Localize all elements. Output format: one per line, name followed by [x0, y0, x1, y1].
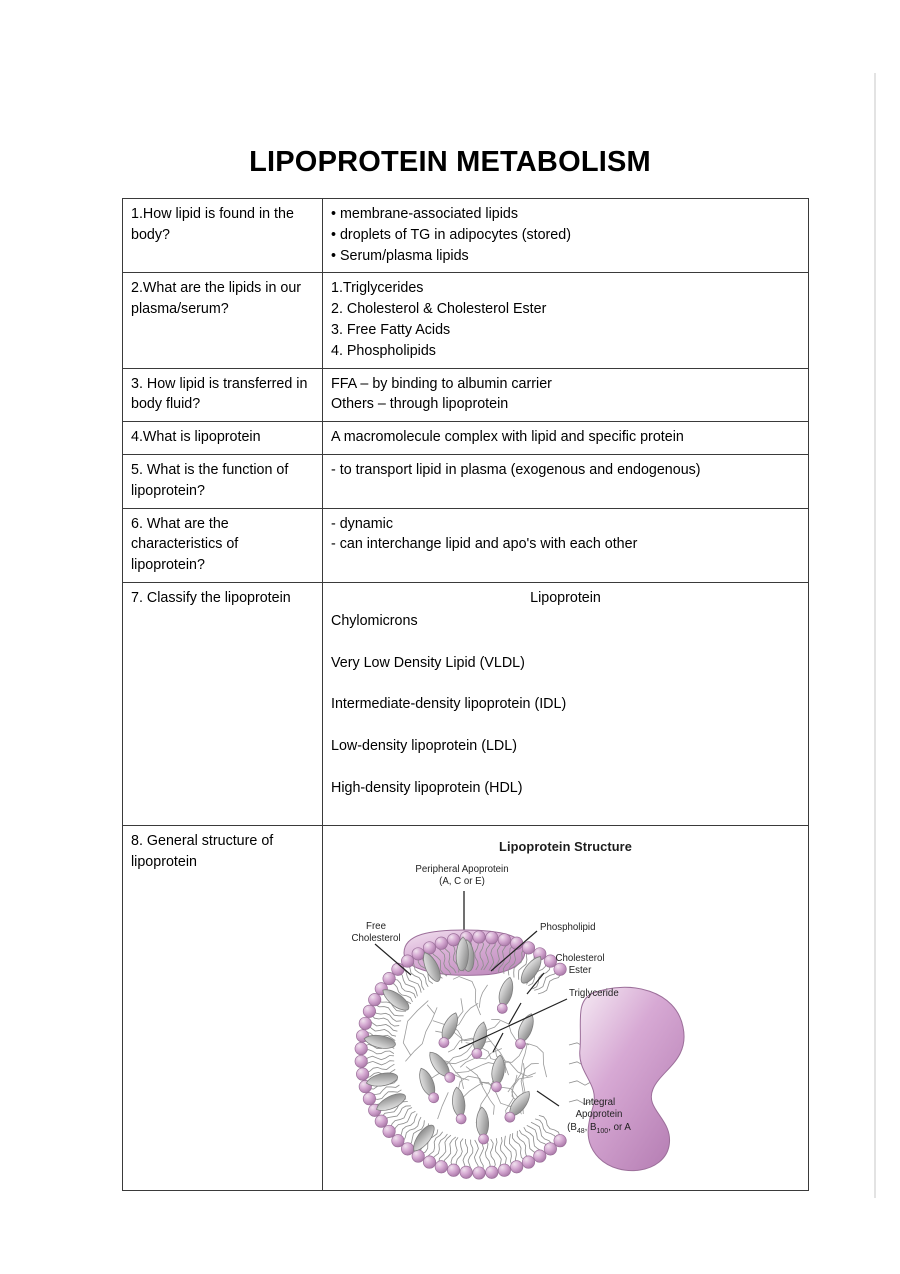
- triglyceride-chain: [427, 1005, 434, 1014]
- phospholipid-head-icon: [383, 972, 395, 984]
- cholesterol-ester-icon: [513, 1011, 536, 1050]
- lipoprotein-list-heading: Lipoprotein: [530, 589, 601, 606]
- phospholipid-tail: [480, 1140, 484, 1170]
- answer-cell: [323, 422, 809, 455]
- phospholipid-tail: [431, 1134, 447, 1160]
- phospholipid-head-icon: [375, 1115, 387, 1127]
- phospholipid-tail: [501, 1137, 507, 1167]
- cholesterol-ester-icon: [450, 1086, 468, 1125]
- phospholipid-head-icon: [412, 947, 424, 959]
- figure-label-integral-apoprotein: [561, 1097, 637, 1139]
- phospholipid-head-icon: [522, 941, 534, 953]
- lipoprotein-class-item: Chylomicrons: [331, 612, 418, 629]
- phospholipid-head-icon: [423, 941, 435, 953]
- figure-label-free-cholesterol: [339, 921, 413, 946]
- answer-line: • membrane-associated lipids: [331, 206, 518, 222]
- triglyceride-chain: [438, 1092, 449, 1119]
- phospholipid-tail: [365, 1064, 394, 1073]
- cholesterol-ester-icon: [470, 1021, 488, 1060]
- answer-cell: [323, 368, 809, 422]
- triglyceride-chain: [455, 1062, 498, 1072]
- label-line: Free: [366, 920, 386, 932]
- phospholipid-head-icon: [401, 955, 413, 967]
- phospholipid-head-icon: [486, 931, 498, 943]
- answer-line: Others – through lipoprotein: [331, 396, 509, 413]
- table-row: [123, 508, 809, 582]
- triglyceride-chain: [453, 976, 481, 1015]
- phospholipid-tail: [439, 1135, 451, 1163]
- phospholipid-head-icon: [447, 1164, 459, 1176]
- answer-line: A macromolecule complex with lipid and specific protein: [331, 429, 684, 446]
- phospholipid-head-icon: [363, 1092, 375, 1104]
- figure-label-peripheral-apoprotein: [397, 864, 527, 889]
- lipoprotein-qa-table: [122, 198, 809, 1191]
- phospholipid-tail: [364, 1060, 394, 1065]
- phospholipid-tail: [496, 1138, 502, 1168]
- label-subscript: 100: [596, 1127, 609, 1135]
- answer-cell: [323, 582, 809, 825]
- answer-line: - can interchange lipid and apo's with each other: [331, 536, 638, 553]
- phospholipid-head-icon: [356, 1068, 368, 1080]
- question-cell: 3. How lipid is transferred in body fluid?: [123, 368, 323, 422]
- phospholipid-head-icon: [511, 937, 523, 949]
- phospholipid-head-icon: [355, 1042, 367, 1054]
- phospholipid-head-icon: [511, 1160, 523, 1172]
- free-cholesterol-icon: [410, 1122, 438, 1155]
- answer-line: FFA – by binding to albumin carrier: [331, 375, 552, 392]
- page-edge-rule: [874, 73, 876, 1198]
- label-part: , B: [584, 1121, 597, 1133]
- label-line: Peripheral Apoprotein: [415, 863, 509, 875]
- phospholipid-tail: [491, 1139, 496, 1169]
- label-line: Apoprotein: [575, 1109, 623, 1121]
- label-line: Integral: [582, 1096, 616, 1108]
- phospholipid-tail: [485, 1140, 490, 1170]
- answer-cell: [323, 199, 809, 273]
- table-row: [123, 825, 809, 1190]
- question-cell: 8. General structure of lipoprotein: [123, 825, 323, 1190]
- label-line: Cholesterol: [351, 933, 401, 945]
- phospholipid-head-icon: [498, 933, 510, 945]
- question-cell: 5. What is the function of lipoprotein?: [123, 454, 323, 508]
- label-line: Triglyceride: [569, 987, 619, 999]
- answer-line: 3. Free Fatty Acids: [331, 321, 451, 338]
- answer-line: • droplets of TG in adipocytes (stored): [331, 226, 571, 243]
- answer-line: 4. Phospholipids: [331, 342, 436, 359]
- figure-label-triglyceride: [569, 988, 619, 1001]
- cholesterol-ester-icon: [475, 1106, 490, 1144]
- triglyceride-chain: [479, 985, 487, 1008]
- phospholipid-head-icon: [383, 1125, 395, 1137]
- phospholipid-tail: [451, 1137, 458, 1167]
- phospholipid-head-icon: [486, 1166, 498, 1178]
- phospholipid-tail: [512, 1133, 525, 1160]
- lipoprotein-structure-figure: [331, 831, 800, 1183]
- phospholipid-tail: [463, 1139, 468, 1169]
- phospholipid-tail: [456, 1138, 463, 1168]
- phospholipid-head-icon: [363, 1005, 375, 1017]
- table-row: [123, 422, 809, 455]
- phospholipid-tail: [474, 1140, 478, 1170]
- phospholipid-head-icon: [534, 1150, 546, 1162]
- table-row: [123, 273, 809, 368]
- phospholipid-head-icon: [544, 1142, 556, 1154]
- phospholipid-head-icon: [369, 993, 381, 1005]
- phospholipid-tail: [364, 1049, 394, 1053]
- phospholipid-head-icon: [423, 1156, 435, 1168]
- triglyceride-chain: [522, 1044, 547, 1077]
- phospholipid-head-icon: [460, 1166, 472, 1178]
- page-title: LIPOPROTEIN METABOLISM: [249, 146, 651, 178]
- phospholipid-head-icon: [522, 1156, 534, 1168]
- lipoprotein-class-item: High-density lipoprotein (HDL): [331, 779, 523, 796]
- figure-cell: [323, 825, 809, 1190]
- label-part: (B: [567, 1121, 577, 1133]
- answer-line: - to transport lipid in plasma (exogenous and endogenous): [331, 461, 701, 478]
- label-line: Cholesterol: [555, 952, 605, 964]
- phospholipid-head-icon: [392, 963, 404, 975]
- phospholipid-head-icon: [392, 1134, 404, 1146]
- phospholipid-head-icon: [412, 1150, 424, 1162]
- phospholipid-head-icon: [473, 1167, 485, 1179]
- cholesterol-ester-icon: [490, 1054, 505, 1092]
- phospholipid-head-icon: [498, 1164, 510, 1176]
- phospholipid-head-icon: [473, 931, 485, 943]
- question-cell: 1.How lipid is found in the body?: [123, 199, 323, 273]
- answer-cell: [323, 273, 809, 368]
- figure-title: Lipoprotein Structure: [499, 838, 632, 854]
- phospholipid-tail: [519, 1130, 537, 1154]
- table-row: [123, 582, 809, 825]
- answer-cell: [323, 508, 809, 582]
- phospholipid-tail: [468, 1139, 473, 1169]
- label-line: Phospholipid: [540, 921, 596, 933]
- table-row: [123, 454, 809, 508]
- answer-line: 1.Triglycerides: [331, 280, 424, 297]
- phospholipid-head-icon: [359, 1017, 371, 1029]
- phospholipid-head-icon: [435, 937, 447, 949]
- answer-line: 2. Cholesterol & Cholesterol Ester: [331, 301, 547, 318]
- table-row: [123, 368, 809, 422]
- phospholipid-tail: [527, 1125, 548, 1147]
- lipoprotein-class-item: Intermediate-density lipoprotein (IDL): [331, 696, 567, 713]
- label-line: (A, C or E): [439, 876, 485, 888]
- question-cell: 4.What is lipoprotein: [123, 422, 323, 455]
- answer-line: - dynamic: [331, 515, 393, 532]
- phospholipid-head-icon: [355, 1055, 367, 1067]
- label-line: Ester: [568, 965, 592, 977]
- answer-cell: [323, 454, 809, 508]
- label-subscript: 48: [576, 1127, 585, 1135]
- figure-label-cholesterol-ester: [547, 953, 613, 978]
- lipoprotein-class-item: Very Low Density Lipid (VLDL): [331, 654, 525, 671]
- label-part: , or A: [608, 1121, 631, 1133]
- answer-line: • Serum/plasma lipids: [331, 247, 469, 264]
- phospholipid-tail: [524, 1127, 542, 1151]
- question-cell: 6. What are the characteristics of lipoprotein?: [123, 508, 323, 582]
- cholesterol-ester-icon: [496, 976, 516, 1015]
- phospholipid-tail: [371, 1085, 400, 1095]
- question-cell: 2.What are the lipids in our plasma/serum?: [123, 273, 323, 368]
- label-line-subscripted: [567, 1122, 631, 1133]
- table-row: [123, 199, 809, 273]
- figure-label-phospholipid: [540, 922, 595, 935]
- phospholipid-head-icon: [435, 1160, 447, 1172]
- lipoprotein-class-item: Low-density lipoprotein (LDL): [331, 738, 517, 755]
- phospholipid-head-icon: [401, 1142, 413, 1154]
- question-cell: 7. Classify the lipoprotein: [123, 582, 323, 825]
- phospholipid-tail: [364, 1055, 394, 1060]
- cholesterol-ester-icon: [502, 1087, 533, 1124]
- phospholipid-tail: [400, 1113, 418, 1138]
